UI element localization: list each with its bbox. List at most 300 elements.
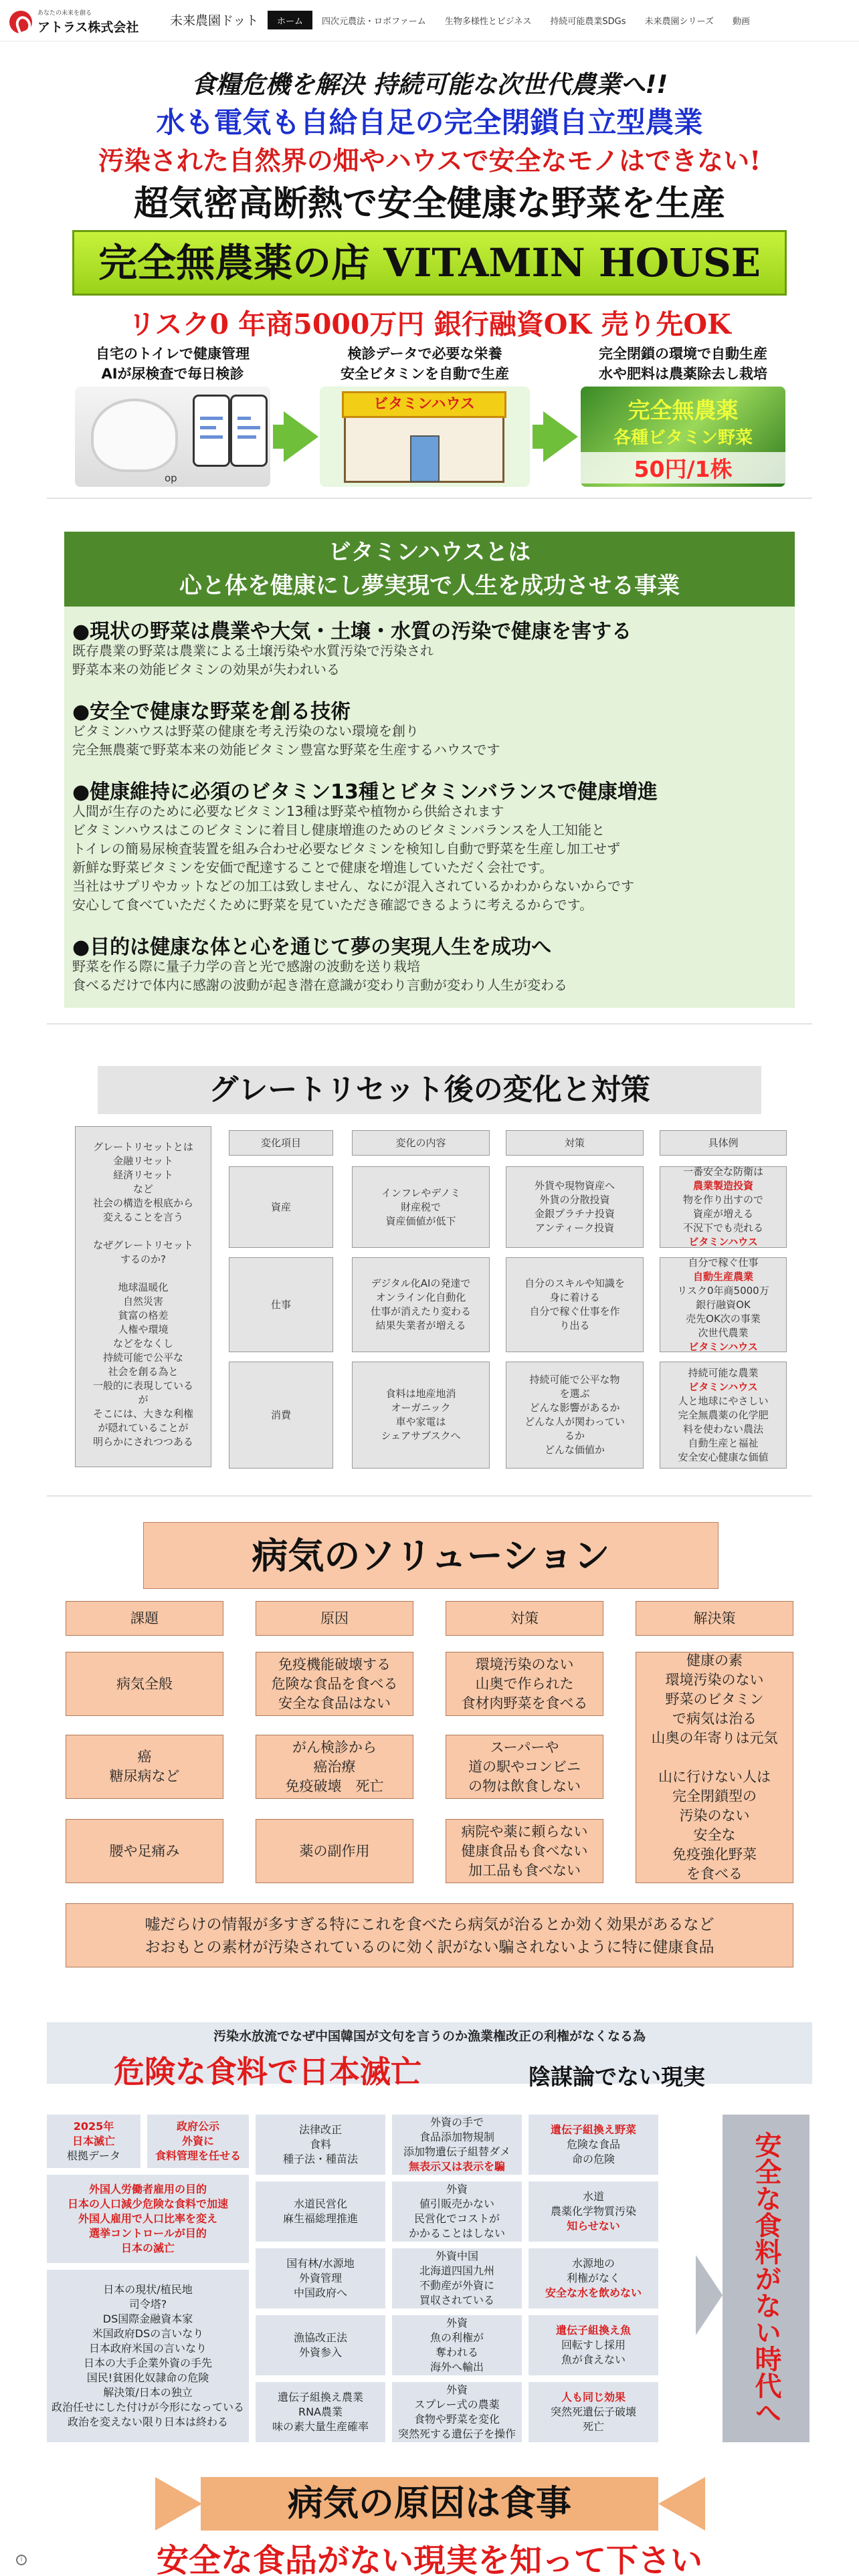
vegetable-image-text-1: 完全無農薬 [628,397,739,423]
danger-col2-cell-line: 外資管理 [298,2272,342,2284]
danger-col3-cell-line: 北海道四国九州 [419,2264,494,2277]
danger-col1-cell-line: 外国人雇用で人口比率を変え [78,2212,217,2225]
great-reset-cell-line: 自動生産農業 [692,1270,753,1283]
hero-line-2: 水も電気も自給自足の完全閉鎖自立型農業 [156,106,703,140]
disease-solution-line: 完全閉鎖型の [672,1788,757,1804]
danger-col1-cell-line: DS国際金融資本家 [102,2313,193,2325]
nav-series[interactable]: 未来農園シリーズ [644,17,714,27]
danger-col1-cell-line: 根拠データ [66,2149,120,2162]
great-reset-explanation-line: するのか? [120,1253,166,1265]
about-text: 完全無農薬で野菜本来の効能ビタミン豊富な野菜を生産するハウスです [72,742,500,758]
danger-col2-cell-line: 外資参入 [298,2346,342,2359]
danger-col1-cell-line: 国民!貧困化奴隷命の危険 [86,2371,209,2384]
great-reset-cell [506,1166,644,1248]
disease-cell-line: 加工品も食べない [468,1862,581,1879]
danger-col4-cell-line: 水源地の [571,2257,615,2270]
danger-col2-cell-line: 中国政府へ [293,2286,347,2299]
danger-food-conclusion: 安全な食料がない時代へ [723,2115,809,2442]
great-reset-explanation-line: 地球温暖化 [118,1281,169,1293]
great-reset-cell-line: 完全無農薬の化学肥 [678,1408,769,1421]
hero-line-1: 食糧危機を解決 持続可能な次世代農業へ!! [191,70,668,99]
disease-cell [446,1819,603,1883]
nav-robofarm[interactable]: 四次元農法・ロボファーム [322,17,426,27]
great-reset-cell-line: 安全安心健康な価値 [678,1451,769,1463]
image-label: op [165,472,177,484]
danger-col1-cell-line: 日本政府米国の言いなり [88,2342,207,2355]
danger-col3-cell-line: 無表示又は表示を騙 [408,2160,505,2173]
disease-cell [446,1735,603,1799]
great-reset-explanation-line [76,1267,211,1281]
logo-company-name: アトラス株式会社 [37,20,139,35]
disease-cell [66,1819,223,1883]
arrow-right-icon [543,411,578,462]
great-reset-cell-content [371,1277,471,1333]
great-reset-cell-line: リスク0年商5000万 [677,1284,769,1297]
great-reset-explanation-line: 変えることを言う [102,1211,183,1223]
disease-cell [256,1652,413,1716]
about-text: ビタミンハウスは野菜の健康を考え汚染のない環境を創り [72,723,419,739]
disease-cell-content [300,1842,370,1861]
danger-col1-cell-line: 司令塔? [128,2298,167,2311]
danger-col1-cell-line: 政治任せにした付けが今形になっている [51,2401,244,2413]
great-reset-cell [352,1362,490,1469]
about-text: ビタミンハウスはこのビタミンに着目し健康増進のためのビタミンバランスを人工知能と [72,822,605,838]
great-reset-cell-line: 一番安全な防衛は [682,1166,763,1178]
danger-col3-cell-line: 外資 [446,2383,468,2396]
disease-note-line: 嘘だらけの情報が多すぎる特にこれを食べたら病気が治るとか効く効果があるなど [145,1916,714,1933]
great-reset-explanation-line: 金融リセット [113,1155,173,1167]
danger-col4-cell [529,2315,658,2375]
danger-col3-cell-line: 魚の利権が [430,2331,484,2344]
about-text: トイレの簡易尿検査装置を組み合わせ必要なビタミンを検知し自動で野菜を生産し加工せず [72,841,620,857]
disease-solution-title: 病気のソリューション [143,1522,719,1589]
great-reset-explanation [75,1126,211,1467]
step-2-caption-2: 安全ビタミンを自動で生産 [341,366,509,382]
danger-col1-cell-line: 政治を変えない限り日本は終わる [67,2416,228,2428]
vitamin-house-shop-image [320,387,530,487]
great-reset-cell-line: シェアサブスクへ [381,1430,461,1442]
disease-solution-cell [636,1652,793,1883]
great-reset-explanation-line: 貧富の格差 [118,1309,169,1321]
arrow-right-icon [284,411,318,462]
danger-food-title: 危険な食料で日本滅亡 [114,2054,421,2090]
great-reset-cell-line: 外貨の分散投資 [539,1194,610,1206]
danger-col4-cell-line: 遺伝子組換え野菜 [550,2123,636,2136]
great-reset-cell-line: 農業製造投資 [692,1180,753,1192]
great-reset-cell-line: アンティーク投資 [535,1222,615,1234]
great-reset-cell-line: 車や家電は [395,1416,446,1428]
about-title-2: 心と体を健康にし夢実現で人生を成功させる事業 [179,572,680,599]
danger-col3-cell [392,2382,522,2442]
disease-cell [66,1652,223,1716]
about-text: 既存農業の野菜は農業による土壌汚染や水質汚染で汚染され [72,643,434,659]
great-reset-cell [352,1257,490,1352]
great-reset-cell-line: 不況下でも売れる [682,1222,763,1234]
step-1-caption-1: 自宅のトイレで健康管理 [96,346,250,362]
great-reset-cell-line: 物を作り出すので [682,1194,763,1206]
danger-col3-cell [392,2181,522,2242]
danger-col1-cell-line: 日本の大手企業外資の手先 [83,2357,212,2369]
great-reset-cell-line: 自動生産と福祉 [688,1436,759,1449]
danger-food-subtitle: 汚染水放流でなぜ中国韓国が文句を言うのか漁業権改正の利権がなくなる為 [213,2029,646,2044]
disease-cell-line: 腰や足痛み [109,1842,180,1859]
danger-col1-cell-line: 選挙コントロールが目的 [89,2227,207,2240]
great-reset-header: 対策 [506,1130,644,1156]
disease-cell-line: 環境汚染のない [475,1656,574,1673]
danger-col4-cell [529,2382,658,2442]
danger-col1-cell [47,2270,249,2442]
disease-cell-line: 食材肉野菜を食べる [461,1695,588,1711]
great-reset-explanation-line: 明らかにされつつある [93,1436,193,1448]
great-reset-explanation-line: が [138,1394,149,1406]
vegetable-image [581,387,785,487]
disease-cell-content [286,1738,384,1796]
nav-biodiversity[interactable]: 生物多様性とビジネス [444,17,532,27]
great-reset-cell-content [535,1179,615,1235]
danger-col1-cell-line: 2025年 [73,2120,114,2133]
danger-col3-cell-line: 外資中国 [435,2250,478,2262]
danger-col3-cell-line: かかることはしない [408,2227,505,2240]
ribbon-left-icon [155,2477,202,2531]
danger-col3-cell-line: 突然死する遺伝子を操作 [397,2428,516,2440]
great-reset-cell-line: 資産価値が低下 [385,1214,456,1227]
danger-col1-cell [147,2115,249,2168]
logo-tagline: あなたの未来を創る [37,10,92,17]
step-1-caption [75,344,270,384]
great-reset-explanation-line: などをなくし [112,1337,173,1350]
toilet-check-image [75,387,270,487]
great-reset-cell-line: ビタミンハウス [688,1236,758,1248]
danger-col4-cell-line: 利権がなく [566,2272,620,2284]
arrow-right-icon [696,2255,723,2335]
step-3-caption [574,344,792,384]
danger-col2-cell-line: 麻生福総理推進 [282,2212,358,2225]
disease-cell-content [468,1738,581,1796]
danger-col3-cell-line: 食物や野菜を変化 [413,2413,500,2426]
danger-col2-cell-line: RNA農業 [298,2405,343,2418]
great-reset-cell-line: 仕事が消えたり変わる [370,1305,471,1317]
danger-col2-cell-line: 味の素大量生産確率 [272,2420,369,2433]
great-reset-explanation-line: 一般的に表現している [92,1380,193,1392]
danger-col3-cell [392,2315,522,2375]
danger-col3-cell-line: 外資 [446,2317,468,2329]
disease-solution-line: 山に行けない人は [658,1769,771,1785]
about-text: 野菜本来の効能ビタミンの効果が失われいる [72,661,340,677]
danger-col2-cell [256,2382,385,2442]
danger-col2-cell-line: 遺伝子組換え農業 [277,2391,363,2403]
danger-col2-cell-line: 水道民営化 [293,2197,347,2210]
danger-col3-cell-line: 買収されている [419,2294,494,2306]
disease-note-line: おおもとの素材が汚染されているのに効く訳がない騙されないように特に健康食品 [145,1939,714,1956]
logo-mark-icon [9,11,32,33]
great-reset-explanation-line: 自然災害 [122,1295,163,1307]
disease-solution-line [652,1748,778,1767]
great-reset-cell-content [524,1277,625,1333]
disease-cell-line: 危険な食品を食べる [271,1675,398,1692]
danger-col3-cell-line: 食品添加物規制 [419,2131,494,2143]
divider [47,1495,812,1497]
great-reset-explanation-line: 持続可能で公平な [102,1352,183,1364]
shop-door [410,435,440,482]
great-reset-cell [660,1166,787,1248]
great-reset-cell-line: 自分のスキルや知識を [524,1277,625,1289]
great-reset-cell-line: オーガニック [391,1402,451,1414]
nav-sdgs[interactable]: 持続可能農業SDGs [550,17,626,27]
disease-header: 解決策 [636,1601,793,1636]
hero-line-3: 汚染された自然界の畑やハウスで安全なモノはできない! [98,146,761,177]
divider [47,498,812,499]
great-reset-explanation-line: 社会を創る為と [108,1366,179,1378]
great-reset-explanation-line: 人権や環境 [118,1323,169,1335]
disease-cell-line: がん検診から [292,1739,377,1755]
danger-col4-cell-line: 魚が食えない [561,2353,626,2366]
disease-solution-line: 安全な [693,1827,736,1843]
danger-col3-cell [392,2248,522,2309]
great-reset-cell-line: 自分で稼ぐ仕事 [688,1256,759,1269]
disease-solution-line: 汚染のない [679,1808,750,1824]
danger-col3-cell-line: スプレー式の農薬 [414,2398,500,2411]
danger-col3-cell-line: 海外へ輸出 [430,2361,484,2373]
great-reset-cell-line: 財産税で [400,1200,441,1213]
disease-cell-line: 薬の副作用 [299,1842,370,1859]
about-text: 野菜を作る際に量子力学の音と光で感謝の波動を送り栽培 [72,958,420,974]
great-reset-cell-content [683,1165,763,1249]
disease-cell-content [110,1842,180,1861]
disease-cell-content [462,1822,588,1881]
disease-cell-line: 病気全般 [116,1675,173,1692]
disease-cell-line: 癌 [137,1749,152,1765]
disease-cell [446,1652,603,1716]
great-reset-explanation-line: グレートリセットとは [93,1141,193,1153]
step-2-caption-1: 検診データで必要な栄養 [347,346,502,362]
great-reset-cell-line: どんな価値か [544,1444,605,1456]
danger-col1-cell-line: 日本滅亡 [72,2135,115,2147]
danger-col4-cell [529,2181,658,2242]
cause-subtitle: 安全な食品がない現実を知って下さい [156,2542,702,2576]
disease-solution-content [652,1651,778,1884]
great-reset-cell-line: 銀行融資OK [696,1298,751,1311]
site-name[interactable]: 未来農園ドット [170,13,259,28]
great-reset-cell-line: り出る [559,1319,590,1331]
ribbon-right-icon [658,2477,705,2531]
danger-col3-cell-line: 民営化でコストが [413,2212,500,2225]
great-reset-cell [229,1362,333,1469]
danger-col4-cell-line: 突然死遺伝子破壊 [550,2405,636,2418]
disease-cell-line: スーパーや [490,1739,559,1755]
danger-col1-cell-line: 日本の滅亡 [120,2242,175,2254]
about-heading-2: ●安全で健康な野菜を創る技術 [72,700,351,724]
danger-food-title-2: 陰謀論でない現実 [529,2064,705,2090]
danger-col3-cell-line: 値引販売かない [419,2197,494,2210]
about-heading-4: ●目的は健康な体と心を通じて夢の実現人生を成功へ [72,936,552,959]
danger-col1-cell-line: 外資に [181,2135,214,2147]
cause-title: 病気の原因は食事 [201,2477,658,2531]
great-reset-title: グレートリセット後の変化と対策 [98,1066,761,1114]
disease-cell-line: 健康食品も食べない [461,1842,588,1859]
great-reset-explanation-line [76,1224,211,1239]
step-3-caption-1: 完全閉鎖の環境で自動生産 [599,346,767,362]
great-reset-cell [660,1257,787,1352]
danger-col1-cell-line: 米国政府DSの言いなり [92,2327,204,2340]
danger-col4-cell-line: 遺伝子組換え魚 [555,2324,631,2337]
great-reset-cell [506,1257,644,1352]
nav-video[interactable]: 動画 [732,17,750,27]
about-text: 安心して食べていただくために野菜を見ていただき確認できるように考えるからです。 [72,897,593,913]
danger-col2-cell-line: 漁協改正法 [293,2331,347,2344]
danger-col3-cell [392,2115,522,2175]
great-reset-cell-content [271,1200,291,1214]
disease-cell-line: 糖尿病など [109,1768,180,1784]
danger-col1-cell-line: 外国人労働者雇用の目的 [88,2183,207,2195]
hero-line-4: 超気密高断熱で安全健康な野菜を生産 [133,183,725,224]
great-reset-cell-line: どんな人が関わってい [524,1416,625,1428]
disease-cell-line: 免疫破壊 死亡 [285,1778,384,1794]
info-icon[interactable]: i [16,2555,27,2565]
danger-col4-cell-line: 安全な水を飲めない [545,2286,642,2299]
danger-col3-cell-line: 外資 [446,2183,468,2195]
vitamin-house-banner: 完全無農薬の店 VITAMIN HOUSE [72,230,787,296]
disease-header: 対策 [446,1601,603,1636]
great-reset-cell-line: インフレやデノミ [381,1186,461,1199]
disease-note [66,1903,793,1967]
great-reset-cell-content [678,1366,768,1465]
disease-cell-content [116,1675,173,1694]
danger-col4-cell-line: 回転すし採用 [561,2339,626,2351]
great-reset-cell-content [381,1186,460,1228]
disease-solution-line: 健康の素 [686,1652,743,1669]
great-reset-header: 変化項目 [229,1130,333,1156]
great-reset-cell-content [271,1298,291,1312]
danger-col1-cell-line: 解決策/日本の独立 [103,2386,193,2399]
disease-cell-line: 免疫機能破壊する [278,1656,391,1673]
great-reset-header: 変化の内容 [352,1130,490,1156]
danger-col2-cell [256,2315,385,2375]
danger-col1-cell-line: 食料管理を任せる [155,2149,241,2162]
great-reset-cell-line: ビタミンハウス [688,1380,758,1393]
great-reset-explanation-line: など [132,1183,153,1195]
disease-cell [256,1819,413,1883]
great-reset-explanation-line: そこには、大きな利権 [92,1408,193,1420]
about-text: 当社はサプリやカットなどの加工は致しません、なにが混入されているかわからないからです [72,878,634,894]
disease-cell-line: の物は飲食しない [468,1778,581,1794]
danger-col1-cell-line: 日本の人口減少危険な食料で加速 [67,2197,228,2210]
great-reset-cell-line: を選ぶ [559,1388,590,1400]
nav-home[interactable]: ホーム [268,11,312,29]
great-reset-header: 具体例 [660,1130,787,1156]
danger-col4-cell-line: 死亡 [582,2420,604,2433]
main-nav [268,11,759,29]
disease-solution-line: で病気は治る [672,1711,757,1727]
great-reset-cell-line: るか [564,1430,585,1442]
great-reset-cell-line: 持続可能な農業 [688,1366,759,1379]
about-section [64,532,795,1008]
disease-solution-line: 野菜のビタミン [665,1691,764,1707]
toilet-icon [91,399,178,472]
disease-solution-line: 山奥の年寄りは元気 [651,1730,778,1746]
danger-col4-cell-line: 人も同じ効果 [561,2391,626,2403]
great-reset-cell-line: 金銀プラチナ投資 [534,1208,615,1220]
disease-header: 原因 [256,1601,413,1636]
great-reset-cell [506,1362,644,1469]
great-reset-cell-line: 持続可能で公平な物 [529,1374,620,1386]
hero-line-5: リスク0 年商5000万円 銀行融資OK 売り先OK [128,308,731,340]
danger-col4-cell-line: 農薬化学物質汚染 [550,2205,636,2218]
danger-col1-cell [47,2175,249,2263]
great-reset-cell-line: 売先OK次の事業 [686,1312,761,1325]
danger-col3-cell-line: 奪われる [435,2346,478,2359]
great-reset-cell-line: 自分で稼ぐ仕事を作 [529,1305,620,1317]
danger-col2-cell [256,2248,385,2309]
vegetable-image-text-3: 50円/1株 [581,452,785,484]
disease-solution-line: 環境汚染のない [665,1672,764,1688]
great-reset-explanation-line: 経済リセット [113,1169,173,1181]
great-reset-cell-content [381,1387,460,1443]
divider [47,1023,812,1025]
about-header [64,532,795,607]
danger-col4-cell [529,2248,658,2309]
danger-col2-cell-line: 種子法・種苗法 [282,2153,358,2165]
danger-col1-cell [47,2115,140,2168]
disease-cell-line: 安全な食品はない [278,1695,391,1711]
great-reset-cell-line: オンライン化自動化 [375,1291,466,1303]
danger-col2-cell [256,2181,385,2242]
step-1-caption-2: AIが尿検査で毎日検診 [101,366,244,382]
great-reset-cell-line: 食料は地産地消 [385,1388,456,1400]
danger-col3-cell-line: 不動産が外資に [419,2279,494,2292]
company-logo[interactable] [9,7,170,35]
great-reset-cell-line: 人と地球にやさしい [678,1394,769,1407]
great-reset-cell-content [677,1256,769,1354]
vegetable-image-text-2: 各種ビタミン野菜 [613,428,753,448]
disease-cell-content [462,1655,588,1713]
phone-icon [230,395,268,467]
about-heading-3: ●健康維持に必須のビタミン13種とビタミンバランスで健康増進 [72,780,658,804]
about-title-1: ビタミンハウスとは [328,539,531,566]
danger-col4-cell [529,2115,658,2175]
great-reset-cell [229,1257,333,1352]
great-reset-explanation-line: 社会の構造を根底から [92,1197,193,1209]
great-reset-cell [352,1166,490,1248]
disease-cell [66,1735,223,1799]
danger-col4-cell-line: 水道 [582,2190,604,2203]
danger-col2-cell-line: 国有林/水源地 [286,2257,355,2270]
danger-col1-cell-line: 政府公示 [176,2120,219,2133]
danger-col3-cell-line: 添加物遺伝子組替ダメ [403,2145,510,2158]
danger-col4-cell-line: 知らせない [567,2220,620,2232]
great-reset-explanation-line: なぜグレートリセット [93,1239,193,1251]
disease-header: 課題 [66,1601,223,1636]
great-reset-cell-line: どんな影響があるか [529,1402,620,1414]
disease-cell-line: 病院や薬に頼らない [461,1823,588,1840]
about-text: 人間が生存のために必要なビタミン13種は野菜や植物から供給されます [72,803,504,819]
shop-icon [344,396,504,483]
great-reset-cell-line: デジタル化AIの発達で [371,1277,471,1289]
disease-solution-line: 免疫強化野菜 [672,1846,757,1862]
great-reset-cell [660,1362,787,1469]
step-3-caption-2: 水や肥料は農薬除去し栽培 [599,366,767,382]
great-reset-cell-line: 次世代農業 [698,1326,749,1339]
shop-sign: ビタミンハウス [342,391,506,418]
danger-col2-cell-line: 食料 [309,2138,331,2151]
great-reset-cell-line: 仕事 [270,1298,291,1311]
site-header [0,0,859,41]
danger-col4-cell-line: 危険な食品 [566,2138,620,2151]
great-reset-cell [229,1166,333,1248]
about-text: 食べるだけで体内に感謝の波動が起き潜在意識が変わり言動が変わり人生が変わる [72,977,567,993]
great-reset-cell-content [524,1373,625,1457]
great-reset-cell-line: 身に着ける [549,1291,600,1303]
great-reset-cell-line: 結果失業者が増える [375,1319,466,1331]
